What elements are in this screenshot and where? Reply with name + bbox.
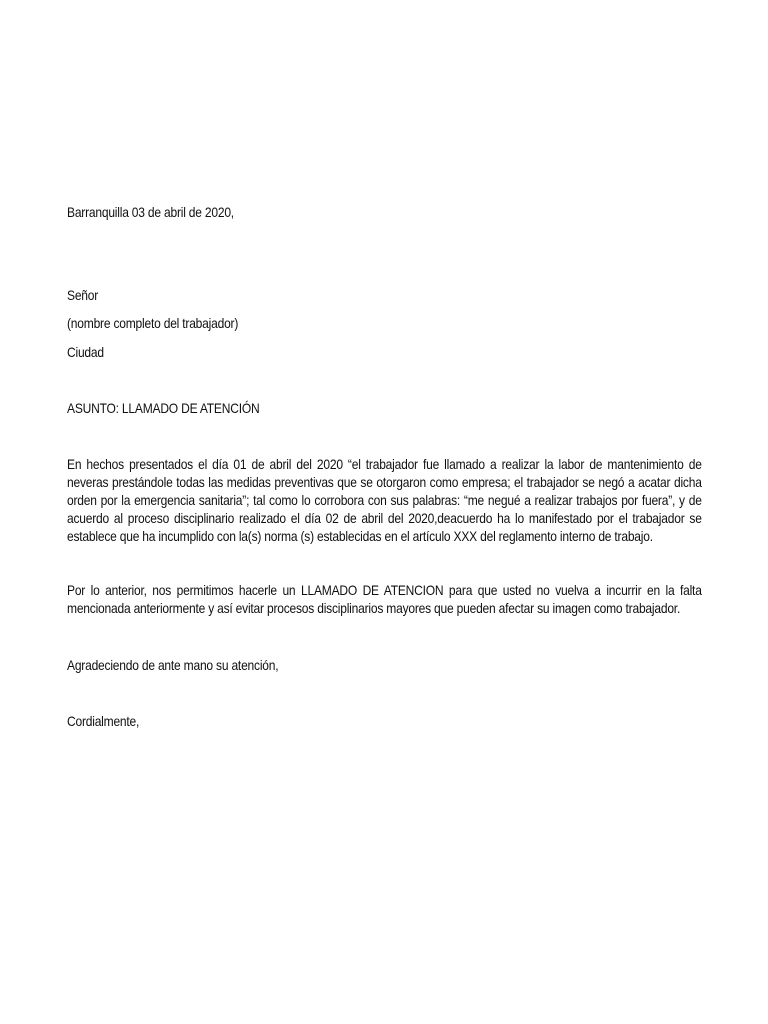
body-paragraph-2-text: Por lo anterior, nos permitimos hacerle un LLAMADO DE ATENCION para que usted no vuelva a incurrir en la falta mencionada anteriormente y así evitar procesos disciplinarios mayores que pueden afectar su imagen como trabajador. bbox=[67, 582, 702, 616]
date-line: Barranquilla 03 de abril de 2020, bbox=[67, 204, 234, 220]
city-line: Ciudad bbox=[67, 344, 104, 360]
body-paragraph-1-text: En hechos presentados el día 01 de abril del 2020 “el trabajador fue llamado a realizar la labor de mantenimiento de neveras prestándole todas las medidas preventivas que se otorgaron como empresa; el trabajador se negó a acatar dicha orden por la emergencia sanitaria”; tal como lo corrobora con sus palabras: “me negué a realizar trabajos por fuera”, y de acuerdo al proceso disciplinario realizado el día 02 de abril del 2020,deacuerdo ha lo manifestado por el trabajador se establece que ha incumplido con la(s) norma (s) establecidas en el artículo XXX del reglamento interno de trabajo. bbox=[67, 456, 702, 544]
closing-line: Cordialmente, bbox=[67, 713, 140, 729]
body-paragraph-1 bbox=[67, 455, 702, 545]
salutation: Señor bbox=[67, 287, 99, 303]
recipient-name: (nombre completo del trabajador) bbox=[67, 315, 239, 331]
body-paragraph-2 bbox=[67, 581, 702, 617]
subject-line: ASUNTO: LLAMADO DE ATENCIÓN bbox=[67, 400, 260, 416]
thanks-line: Agradeciendo de ante mano su atención, bbox=[67, 657, 279, 673]
